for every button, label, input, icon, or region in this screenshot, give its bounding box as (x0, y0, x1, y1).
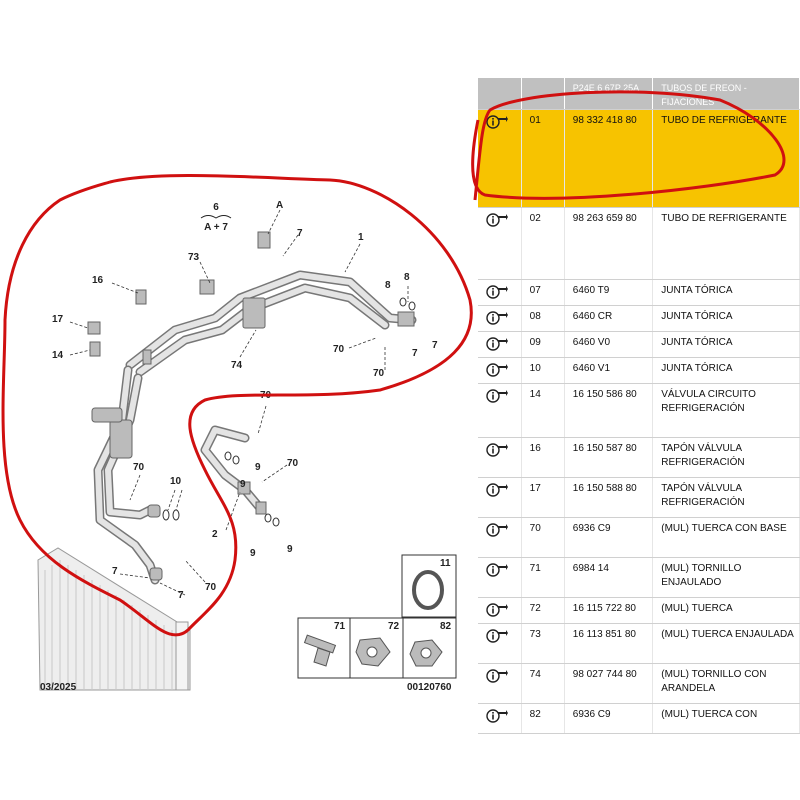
svg-text:72: 72 (388, 621, 400, 632)
row-ref: 73 (521, 624, 564, 664)
table-row[interactable] (478, 598, 800, 624)
callout-labels (52, 200, 438, 601)
callout-74: 74 (231, 360, 243, 371)
info-link-icon[interactable] (486, 708, 508, 724)
info-icon-cell[interactable] (478, 438, 521, 478)
row-ref: 72 (521, 598, 564, 624)
callout-7e: 7 (178, 590, 184, 601)
info-icon-cell[interactable] (478, 478, 521, 518)
info-link-icon[interactable] (486, 362, 508, 378)
row-part-number: 6936 C9 (564, 518, 652, 558)
row-description: (MUL) TORNILLO ENJAULADO (653, 558, 800, 598)
callout-9d: 9 (287, 544, 293, 555)
info-icon-cell[interactable] (478, 208, 521, 280)
table-row[interactable] (478, 208, 800, 280)
header-desc: TUBOS DE FREON - FIJACIONES (653, 78, 800, 110)
info-icon-cell[interactable] (478, 518, 521, 558)
inset-o-ring (402, 555, 456, 617)
header-part: P24E 6 67P 25A (564, 78, 652, 110)
info-link-icon[interactable] (486, 562, 508, 578)
row-ref: 74 (521, 664, 564, 704)
info-icon-cell[interactable] (478, 664, 521, 704)
table-row[interactable] (478, 358, 800, 384)
row-description: (MUL) TORNILLO CON ARANDELA (653, 664, 800, 704)
row-description: JUNTA TÓRICA (653, 306, 800, 332)
row-ref: 09 (521, 332, 564, 358)
row-ref: 01 (521, 110, 564, 208)
info-link-icon[interactable] (486, 442, 508, 458)
row-ref: 70 (521, 518, 564, 558)
row-part-number: 6460 CR (564, 306, 652, 332)
table-row[interactable] (478, 704, 800, 734)
callout-70d: 70 (287, 458, 299, 469)
row-part-number: 16 150 587 80 (564, 438, 652, 478)
callout-70f: 70 (205, 582, 217, 593)
row-ref: 08 (521, 306, 564, 332)
info-icon-cell[interactable] (478, 558, 521, 598)
info-icon-cell[interactable] (478, 358, 521, 384)
info-link-icon[interactable] (486, 388, 508, 404)
table-row[interactable] (478, 518, 800, 558)
table-row[interactable] (478, 384, 800, 438)
info-icon-cell[interactable] (478, 110, 521, 208)
info-icon-cell[interactable] (478, 332, 521, 358)
svg-text:82: 82 (440, 621, 452, 632)
info-icon-cell[interactable] (478, 704, 521, 734)
row-description: JUNTA TÓRICA (653, 280, 800, 306)
info-link-icon[interactable] (486, 602, 508, 618)
svg-text:11: 11 (440, 558, 451, 569)
row-description: TUBO DE REFRIGERANTE (653, 110, 800, 208)
row-ref: 16 (521, 438, 564, 478)
info-icon-cell[interactable] (478, 306, 521, 332)
callout-9b: 9 (240, 479, 246, 490)
callout-2: 2 (212, 529, 218, 540)
row-part-number: 6984 14 (564, 558, 652, 598)
row-part-number: 98 332 418 80 (564, 110, 652, 208)
group-label-top: 6 (213, 202, 219, 213)
row-ref: 07 (521, 280, 564, 306)
info-link-icon[interactable] (486, 336, 508, 352)
table-row[interactable] (478, 332, 800, 358)
callout-8a: 8 (404, 272, 410, 283)
table-header (478, 78, 800, 110)
row-part-number: 98 263 659 80 (564, 208, 652, 280)
row-ref: 02 (521, 208, 564, 280)
row-part-number: 16 150 586 80 (564, 384, 652, 438)
row-description: (MUL) TUERCA CON BASE (653, 518, 800, 558)
row-ref: 10 (521, 358, 564, 384)
callout-9c: 9 (250, 548, 256, 559)
info-link-icon[interactable] (486, 522, 508, 538)
table-row[interactable] (478, 438, 800, 478)
table-row[interactable] (478, 664, 800, 704)
callout-70b: 70 (373, 368, 385, 379)
info-icon-cell[interactable] (478, 280, 521, 306)
table-row[interactable] (478, 110, 800, 208)
row-part-number: 16 113 851 80 (564, 624, 652, 664)
row-description: TAPÓN VÁLVULA REFRIGERACIÓN (653, 438, 800, 478)
row-description: (MUL) TUERCA CON (653, 704, 800, 734)
inset-fasteners (298, 618, 456, 678)
callout-9a: 9 (255, 462, 261, 473)
callout-7d: 7 (112, 566, 118, 577)
callout-10: 10 (170, 476, 182, 487)
table-row[interactable] (478, 306, 800, 332)
info-icon-cell[interactable] (478, 624, 521, 664)
callout-17: 17 (52, 314, 64, 325)
callout-70c: 70 (260, 390, 272, 401)
table-row[interactable] (478, 280, 800, 306)
row-part-number: 16 150 588 80 (564, 478, 652, 518)
callout-7c: 7 (412, 348, 418, 359)
row-ref: 14 (521, 384, 564, 438)
info-link-icon[interactable] (486, 310, 508, 326)
svg-text:71: 71 (334, 621, 346, 632)
callout-73: 73 (188, 252, 200, 263)
info-link-icon[interactable] (486, 212, 508, 228)
row-description: JUNTA TÓRICA (653, 332, 800, 358)
row-part-number: 6460 T9 (564, 280, 652, 306)
info-link-icon[interactable] (486, 668, 508, 684)
callout-70a: 70 (333, 344, 345, 355)
callout-14: 14 (52, 350, 64, 361)
callout-8b: 8 (385, 280, 391, 291)
info-link-icon[interactable] (486, 628, 508, 644)
callout-16: 16 (92, 275, 104, 286)
row-part-number: 6460 V1 (564, 358, 652, 384)
row-description: TAPÓN VÁLVULA REFRIGERACIÓN (653, 478, 800, 518)
info-link-icon[interactable] (486, 114, 508, 130)
row-ref: 17 (521, 478, 564, 518)
header-icon (478, 78, 521, 110)
row-description: JUNTA TÓRICA (653, 358, 800, 384)
table-row[interactable] (478, 558, 800, 598)
row-part-number: 16 115 722 80 (564, 598, 652, 624)
info-icon-cell[interactable] (478, 598, 521, 624)
table-row[interactable] (478, 478, 800, 518)
callout-7b: 7 (432, 340, 438, 351)
group-label-bottom: A + 7 (204, 222, 228, 233)
row-ref: 82 (521, 704, 564, 734)
info-link-icon[interactable] (486, 482, 508, 498)
table-row[interactable] (478, 624, 800, 664)
parts-table (478, 78, 800, 800)
row-part-number: 98 027 744 80 (564, 664, 652, 704)
row-description: (MUL) TUERCA ENJAULADA (653, 624, 800, 664)
row-ref: 71 (521, 558, 564, 598)
callout-7: 7 (297, 228, 303, 239)
info-icon-cell[interactable] (478, 384, 521, 438)
row-part-number: 6936 C9 (564, 704, 652, 734)
callout-1: 1 (358, 232, 364, 243)
header-ref (521, 78, 564, 110)
info-link-icon[interactable] (486, 284, 508, 300)
row-part-number: 6460 V0 (564, 332, 652, 358)
row-description: (MUL) TUERCA (653, 598, 800, 624)
row-description: TUBO DE REFRIGERANTE (653, 208, 800, 280)
callout-70e: 70 (133, 462, 145, 473)
diagram-code: 00120760 (407, 682, 452, 693)
callout-a: A (276, 200, 284, 211)
row-description: VÁLVULA CIRCUITO REFRIGERACIÓN (653, 384, 800, 438)
diagram-date: 03/2025 (40, 682, 77, 693)
